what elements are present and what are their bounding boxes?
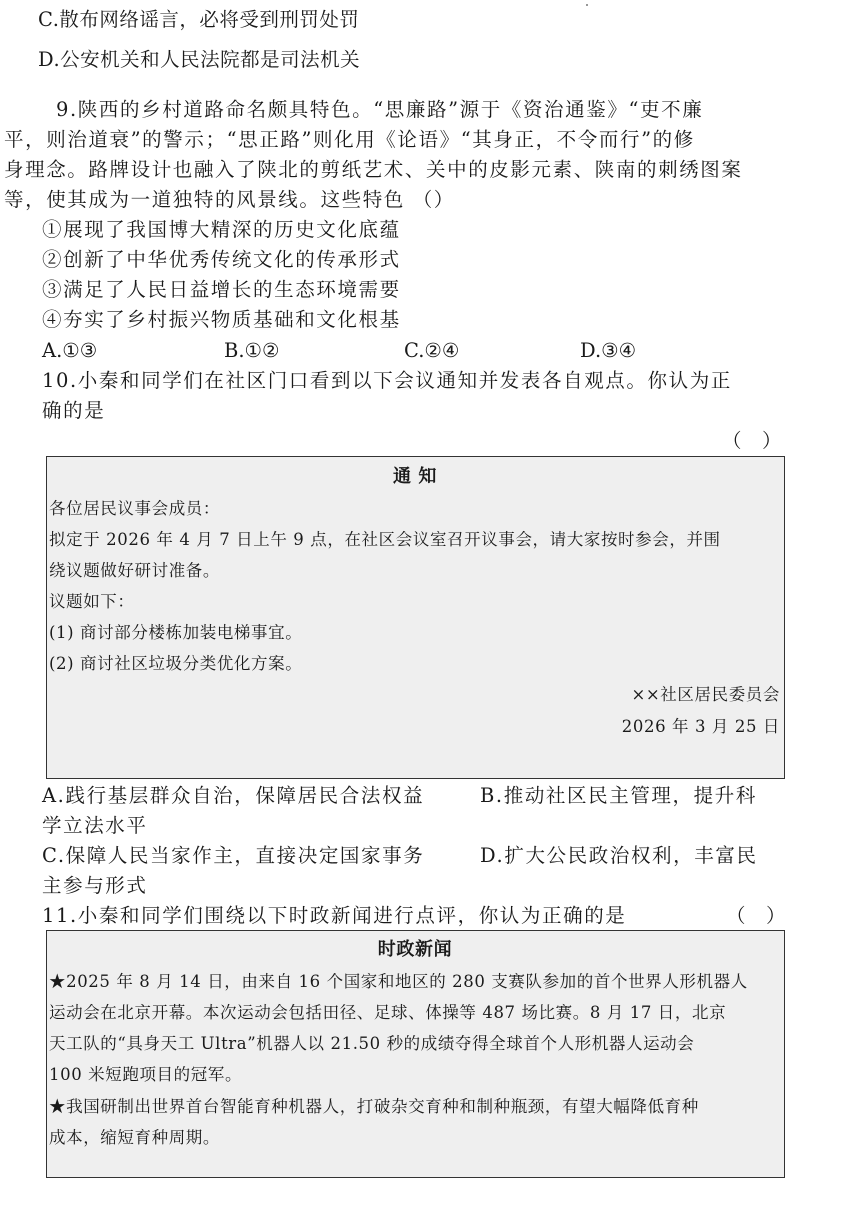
q9-option-d: D.③④ [580,339,637,362]
notice-agenda-item-2: (2) 商讨社区垃圾分类优化方案。 [49,654,303,673]
q11-answer-bracket: （ ） [726,904,787,927]
q9-stem-line-2: 平，则治道衰”的警示；“思正路”则化用《论语》“其身正，不令而行”的修 [4,128,695,151]
q10-stem-line-1: 10.小秦和同学们在社区门口看到以下会议通知并发表各自观点。你认为正 [42,369,732,392]
news-line-5: ★我国研制出世界首台智能育种机器人，打破杂交育种和制种瓶颈，有望大幅降低育种 [49,1097,699,1116]
q9-option-c: C.②④ [404,339,460,362]
news-box [46,930,785,1178]
news-line-3: 天工队的“具身天工 Ultra”机器人以 21.50 秒的成绩夺得全球首个人形机器人运动会 [49,1034,695,1053]
news-line-1: ★2025 年 8 月 14 日，由来自 16 个国家和地区的 280 支赛队参加的首个世界人形机器人 [49,972,748,991]
q10-option-c: C.保障人民当家作主，直接决定国家事务 [42,844,425,867]
q10-option-d-continued: 主参与形式 [42,874,148,897]
news-line-4: 100 米短跑项目的冠军。 [49,1065,243,1084]
q10-option-a: A.践行基层群众自治，保障居民合法权益 [42,784,425,807]
q11-stem: 11.小秦和同学们围绕以下时政新闻进行点评，你认为正确的是 [42,904,627,927]
q10-option-b: B.推动社区民主管理，提升科 [480,784,757,807]
q9-stem-line-4: 等，使其成为一道独特的风景线。这些特色 （） [4,188,455,211]
q10-stem-line-2: 确的是 [42,399,106,422]
notice-box [46,456,785,779]
q8-option-d: D.公安机关和人民法院都是司法机关 [38,48,361,71]
q9-option-a: A.①③ [42,339,98,362]
scan-speck [586,4,588,6]
news-title: 时政新闻 [377,939,453,960]
q8-option-c: C.散布网络谣言，必将受到刑罚处罚 [38,8,360,31]
notice-agenda-item-1: (1) 商讨部分楼栋加装电梯事宜。 [49,623,303,642]
notice-agenda-heading: 议题如下： [49,592,135,611]
q10-option-b-continued: 学立法水平 [42,814,148,837]
q10-option-d: D.扩大公民政治权利，丰富民 [480,844,758,867]
news-line-2: 运动会在北京开幕。本次运动会包括田径、足球、体操等 487 场比赛。8 月 17 日，北京 [49,1003,727,1022]
notice-signature: ××社区居民委员会 [631,685,780,704]
notice-title: 通 知 [392,466,438,487]
q9-statement-3: ③满足了人民日益增长的生态环境需要 [42,278,401,301]
notice-date: 2026 年 3 月 25 日 [621,717,780,736]
notice-body-line-1: 拟定于 2026 年 4 月 7 日上午 9 点，在社区会议室召开议事会，请大家按时参会，并围 [49,530,721,549]
q9-statement-2: ②创新了中华优秀传统文化的传承形式 [42,248,401,271]
q9-stem-line-1: 9.陕西的乡村道路命名颇具特色。“思廉路”源于《资治通鉴》“吏不廉 [56,98,704,121]
notice-body-line-2: 绕议题做好研讨准备。 [49,561,220,580]
news-line-6: 成本，缩短育种周期。 [49,1128,220,1147]
q9-statement-4: ④夯实了乡村振兴物质基础和文化根基 [42,308,401,331]
q9-statement-1: ①展现了我国博大精深的历史文化底蕴 [42,218,401,241]
q10-answer-bracket: （ ） [722,429,783,452]
q9-stem-line-3: 身理念。路牌设计也融入了陕北的剪纸艺术、关中的皮影元素、陕南的刺绣图案 [4,158,743,181]
q9-option-b: B.①② [224,339,280,362]
notice-salutation: 各位居民议事会成员： [49,499,220,518]
